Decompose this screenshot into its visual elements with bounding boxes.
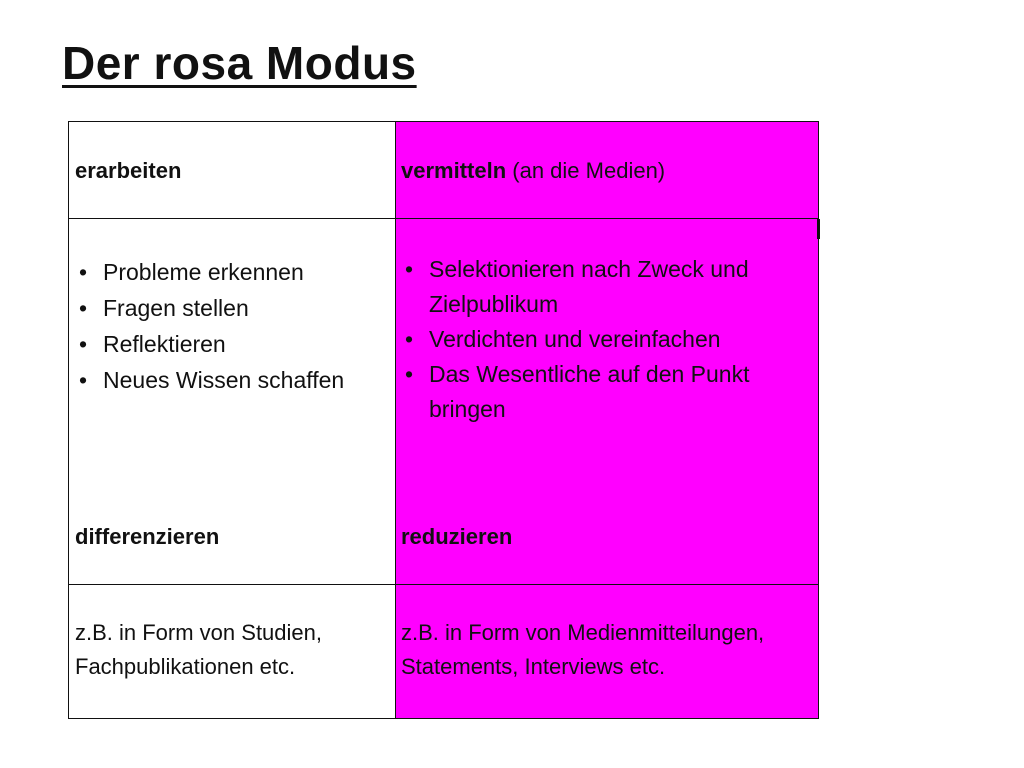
row-divider-header: [69, 218, 818, 219]
border-artifact: [817, 219, 820, 239]
list-item: [401, 252, 801, 322]
list-item: [401, 322, 801, 357]
footer-left: z.B. in Form von Studien, Fachpublikationen etc.: [75, 620, 322, 679]
bullet-list-left: [75, 254, 385, 398]
bullet-icon: •: [405, 361, 414, 387]
bullet-icon: •: [79, 295, 88, 321]
list-item-label: Das Wesentliche auf den Punkt bringen: [429, 361, 750, 422]
header-right: [401, 154, 665, 188]
list-item: [75, 362, 385, 398]
bullet-icon: •: [79, 331, 88, 357]
bullet-icon: •: [79, 259, 88, 285]
list-item-label: Selektionieren nach Zweck und Zielpublikum: [429, 256, 749, 317]
header-left: erarbeiten: [75, 158, 182, 183]
list-item-label: Fragen stellen: [103, 295, 249, 321]
bullet-icon: •: [79, 367, 88, 393]
bullet-icon: •: [405, 256, 414, 282]
list-item: [75, 326, 385, 362]
header-right-main: vermitteln: [401, 158, 507, 183]
subheading-right: reduzieren: [401, 524, 513, 549]
list-item-label: Reflektieren: [103, 331, 226, 357]
row-divider-footer: [69, 584, 818, 585]
list-item: [75, 290, 385, 326]
list-item: [75, 254, 385, 290]
bullet-icon: •: [405, 326, 414, 352]
list-item: [401, 357, 801, 427]
slide-title: Der rosa Modus: [62, 37, 417, 89]
footer-right: z.B. in Form von Medienmitteilungen, Statements, Interviews etc.: [401, 620, 765, 679]
list-item-label: Probleme erkennen: [103, 259, 304, 285]
header-right-paren: (an die Medien): [506, 158, 666, 183]
bullet-list-right: [401, 252, 801, 427]
list-item-label: Verdichten und vereinfachen: [429, 326, 721, 352]
subheading-left: differenzieren: [75, 524, 220, 549]
column-divider: [395, 122, 396, 718]
comparison-table: [68, 121, 819, 719]
list-item-label: Neues Wissen schaffen: [103, 367, 345, 393]
